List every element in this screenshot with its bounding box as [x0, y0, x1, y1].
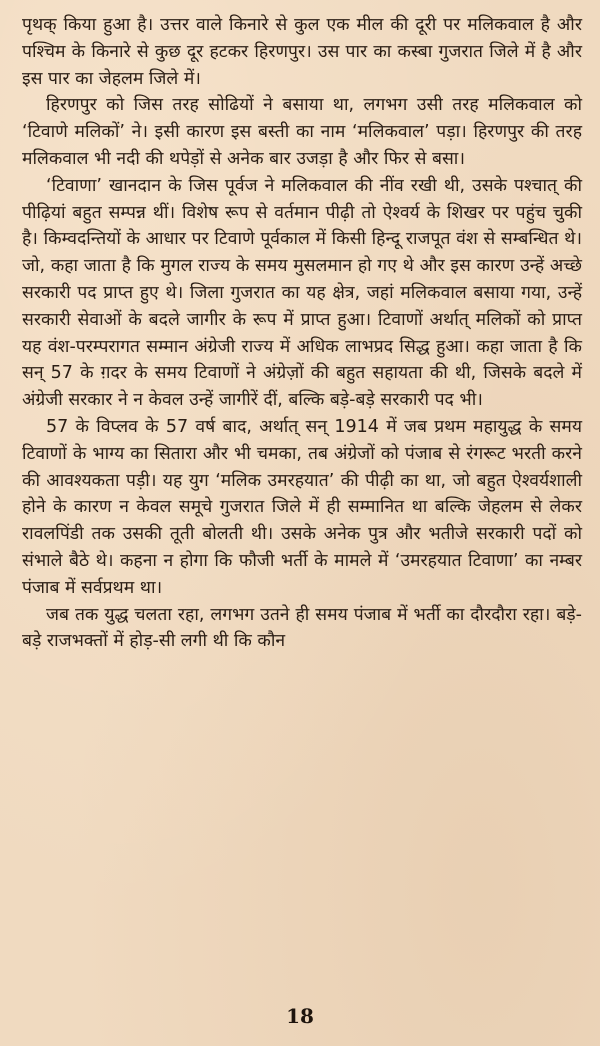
paragraph-1: पृथक् किया हुआ है। उत्तर वाले किनारे से कुल एक मील की दूरी पर मलिकवाल है और पश्चिम के किनारे से कुछ दूर हटकर हिरणपुर। उस पार का कस्बा गुजरात जिले में है और इस पार का जेहलम जिले में।	[22, 15, 582, 89]
paragraph-2: हिरणपुर को जिस तरह सोढियों ने बसाया था, लगभग उसी तरह मलिकवाल को ‘टिवाणे मलिकों’ ने। इसी कारण इस बस्ती का नाम ‘मलिकवाल’ पड़ा। हिरणपुर की तरह मलिकवाल भी नदी की थपेड़ों से अनेक बार उजड़ा है और फिर से बसा।	[22, 95, 582, 169]
paragraph-5: जब तक युद्ध चलता रहा, लगभग उतने ही समय पंजाब में भर्ती का दौरदौरा रहा। बड़े-बड़े राजभक्तों में होड़-सी लगी थी कि कौन	[22, 604, 582, 652]
paragraph-4: 57 के विप्लव के 57 वर्ष बाद, अर्थात् सन् 1914 में जब प्रथम महायुद्ध के समय टिवाणों के भाग्य का सितारा और भी चमका, तब अंग्रेजों को पंजाब से रंगरूट भरती करने की आवश्यकता पड़ी। यह युग ‘मलिक उमरहयात’ की पीढ़ी का था, जो बहुत ऐश्वर्यशाली होने के कारण न केवल समूचे गुजरात जिले में ही सम्मानित था बल्कि जेहलम से लेकर रावलपिंडी तक उसकी तूती बोलती थी। उसके अनेक पुत्र और भतीजे सरकारी पदों को संभाले बैठे थे। कहना न होगा कि फौजी भर्ती के मामले में ‘उमरहयात टिवाणा’ का नम्बर पंजाब में सर्वप्रथम था।	[22, 416, 582, 598]
page-number: 18	[286, 1004, 314, 1028]
body-text	[22, 12, 582, 655]
paragraph-3: ‘टिवाणा’ खानदान के जिस पूर्वज ने मलिकवाल की नींव रखी थी, उसके पश्चात् की पीढ़ियां बहुत सम्पन्न थीं। विशेष रूप से वर्तमान पीढ़ी तो ऐश्वर्य के शिखर पर पहुंच चुकी है। किम्वदन्तियों के आधार पर टिवाणे पूर्वकाल में किसी हिन्दू राजपूत वंश से सम्बन्धित थे। जो, कहा जाता है कि मुगल राज्य के समय मुसलमान हो गए थे और इस कारण उन्हें अच्छे सरकारी पद प्राप्त हुए थे। जिला गुजरात का यह क्षेत्र, जहां मलिकवाल बसाया गया, उन्हें सरकारी सेवाओं के बदले जागीर के रूप में प्राप्त हुआ। टिवाणों अर्थात् मलिकों को प्राप्त यह वंश-परम्परागत सम्मान अंग्रेजी राज्य में अधिक लाभप्रद सिद्ध हुआ। कहा जाता है कि सन् 57 के ग़दर के समय टिवाणों ने अंग्रेज़ों की बहुत सहायता की थी, जिसके बदले में अंग्रेजी सरकार ने न केवल उन्हें जागीरें दीं, बल्कि बड़े-बड़े सरकारी पद भी।	[22, 175, 582, 411]
